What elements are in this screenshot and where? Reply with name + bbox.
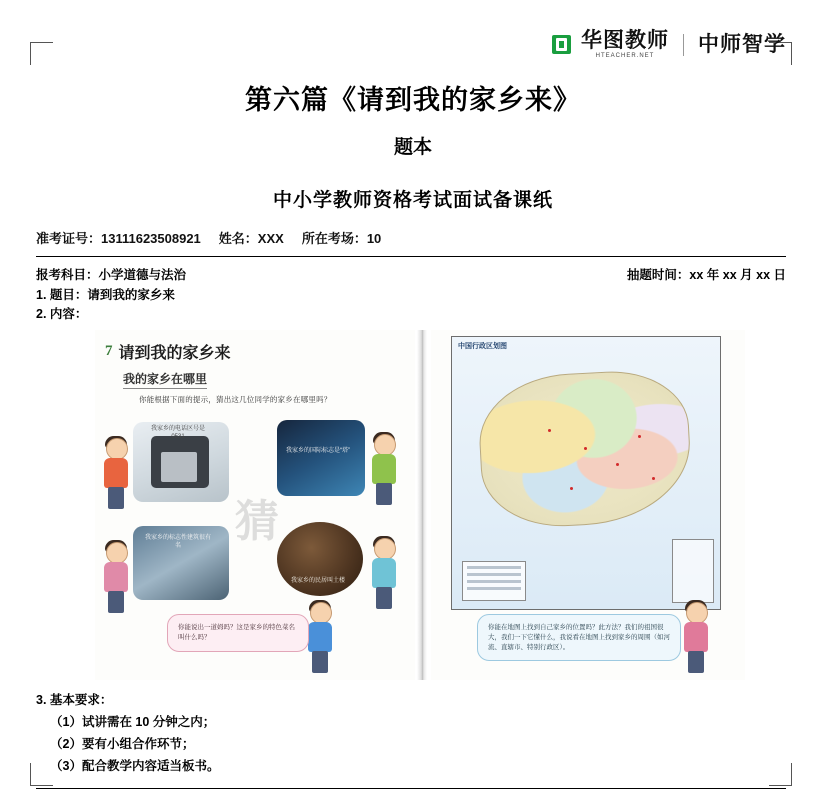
activity-prompt: 你能根据下面的提示，猜出这几位同学的家乡在哪里吗？: [139, 395, 332, 404]
china-map-image: [451, 336, 721, 610]
photo-caption: 我家乡的电话区号是 0531: [150, 426, 205, 440]
book-spine: [417, 330, 427, 680]
exam-subject: 报考科目：小学道德与法治: [36, 268, 187, 282]
body-shape: [308, 622, 332, 652]
admission-number: 准考证号：13111623508921: [36, 231, 201, 246]
document-title: 中小学教师资格考试面试备课纸: [272, 190, 553, 211]
requirement-item: （3）配合教学内容适当板书。: [50, 759, 220, 773]
student-illustration: [367, 538, 401, 612]
map-title: 中国行政区划图: [458, 343, 507, 350]
speech-bubble-left: 你能说出一道姆吗？这是家乡的特色菜名叫什么吗？: [167, 614, 309, 652]
legs-shape: [688, 651, 704, 673]
body-shape: [372, 558, 396, 588]
photo-caption: 我家乡的国际标志是“塔”: [286, 448, 350, 454]
photo-tower-night: [277, 420, 365, 496]
textbook-page-left: [95, 330, 415, 680]
map-inset-south-sea: [672, 539, 714, 603]
section-title: 我的家乡在哪里: [123, 370, 207, 389]
requirements-title: 3. 基本要求：: [36, 693, 113, 707]
page-subtitle: 题本: [393, 137, 432, 158]
body-shape: [684, 622, 708, 652]
speech-bubble-right: 你能在地图上找到自己家乡的位置吗？此方法？我们的祖国很大，我们一下它懂什么，我说看在地图上找到家乡的周围（如河流、直辖市、特别行政区）。: [477, 614, 681, 661]
question-title: 1. 题目：请到我的家乡来: [36, 288, 175, 302]
head-shape: [374, 538, 396, 560]
body-shape: [104, 458, 128, 488]
crop-mark-bottom-right: [769, 763, 792, 786]
watermark-text: 猜: [235, 497, 279, 546]
green-shield-icon: [552, 35, 571, 54]
legs-shape: [376, 483, 392, 505]
legs-shape: [108, 487, 124, 509]
student-illustration: [99, 438, 133, 512]
legs-shape: [312, 651, 328, 673]
lesson-title: 请到我的家乡来: [118, 345, 231, 362]
map-city-dot: [616, 463, 619, 466]
brand-primary: [581, 30, 669, 59]
head-shape: [686, 602, 708, 624]
photo-caption: 我家乡的民居叫土楼: [290, 578, 345, 584]
brand-primary-name: 华图教师: [581, 28, 669, 52]
crop-mark-top-left: [30, 42, 53, 65]
exam-room: 所在考场：10: [301, 231, 382, 246]
brand-primary-sub: HTEACHER.NET: [595, 53, 655, 59]
draw-time: 抽题时间：xx 年 xx 月 xx 日: [626, 268, 786, 282]
map-city-dot: [570, 487, 573, 490]
head-shape: [310, 602, 332, 624]
photo-caption: 我家乡的标志性建筑很有名: [145, 535, 212, 549]
divider-top: [36, 256, 786, 257]
brand-header: [552, 30, 786, 59]
body-shape: [372, 454, 396, 484]
map-legend-row: [467, 566, 521, 569]
lesson-number: 7: [105, 343, 113, 359]
candidate-name: 姓名：XXX: [218, 231, 284, 246]
map-city-dot: [548, 429, 551, 432]
head-shape: [106, 438, 128, 460]
map-city-dot: [638, 435, 641, 438]
map-legend-row: [467, 573, 521, 576]
map-city-dot: [652, 477, 655, 480]
textbook-spread-image: [95, 330, 745, 680]
telephone-keypad: [161, 452, 197, 482]
divider-bottom: [36, 788, 786, 789]
telephone-icon: [151, 436, 209, 488]
brand-divider: [683, 34, 684, 56]
student-illustration: [367, 434, 401, 508]
student-illustration: [679, 602, 713, 676]
page-title: 第六篇《请到我的家乡来》: [245, 85, 581, 115]
textbook-page-right: [431, 330, 745, 680]
head-shape: [106, 542, 128, 564]
body-shape: [104, 562, 128, 592]
student-illustration: [99, 542, 133, 616]
legs-shape: [108, 591, 124, 613]
content-label: 2. 内容：: [36, 307, 88, 321]
candidate-info-row: [36, 228, 381, 247]
map-legend-row: [467, 587, 521, 590]
brand-secondary-name: 中师智学: [698, 32, 786, 56]
map-legend-row: [467, 580, 521, 583]
head-shape: [374, 434, 396, 456]
requirement-item: （2）要有小组合作环节；: [50, 737, 195, 751]
requirement-item: （1）试讲需在 10 分钟之内；: [50, 715, 216, 729]
map-city-dot: [584, 447, 587, 450]
map-legend: [462, 561, 526, 601]
legs-shape: [376, 587, 392, 609]
lesson-heading: [105, 340, 231, 363]
